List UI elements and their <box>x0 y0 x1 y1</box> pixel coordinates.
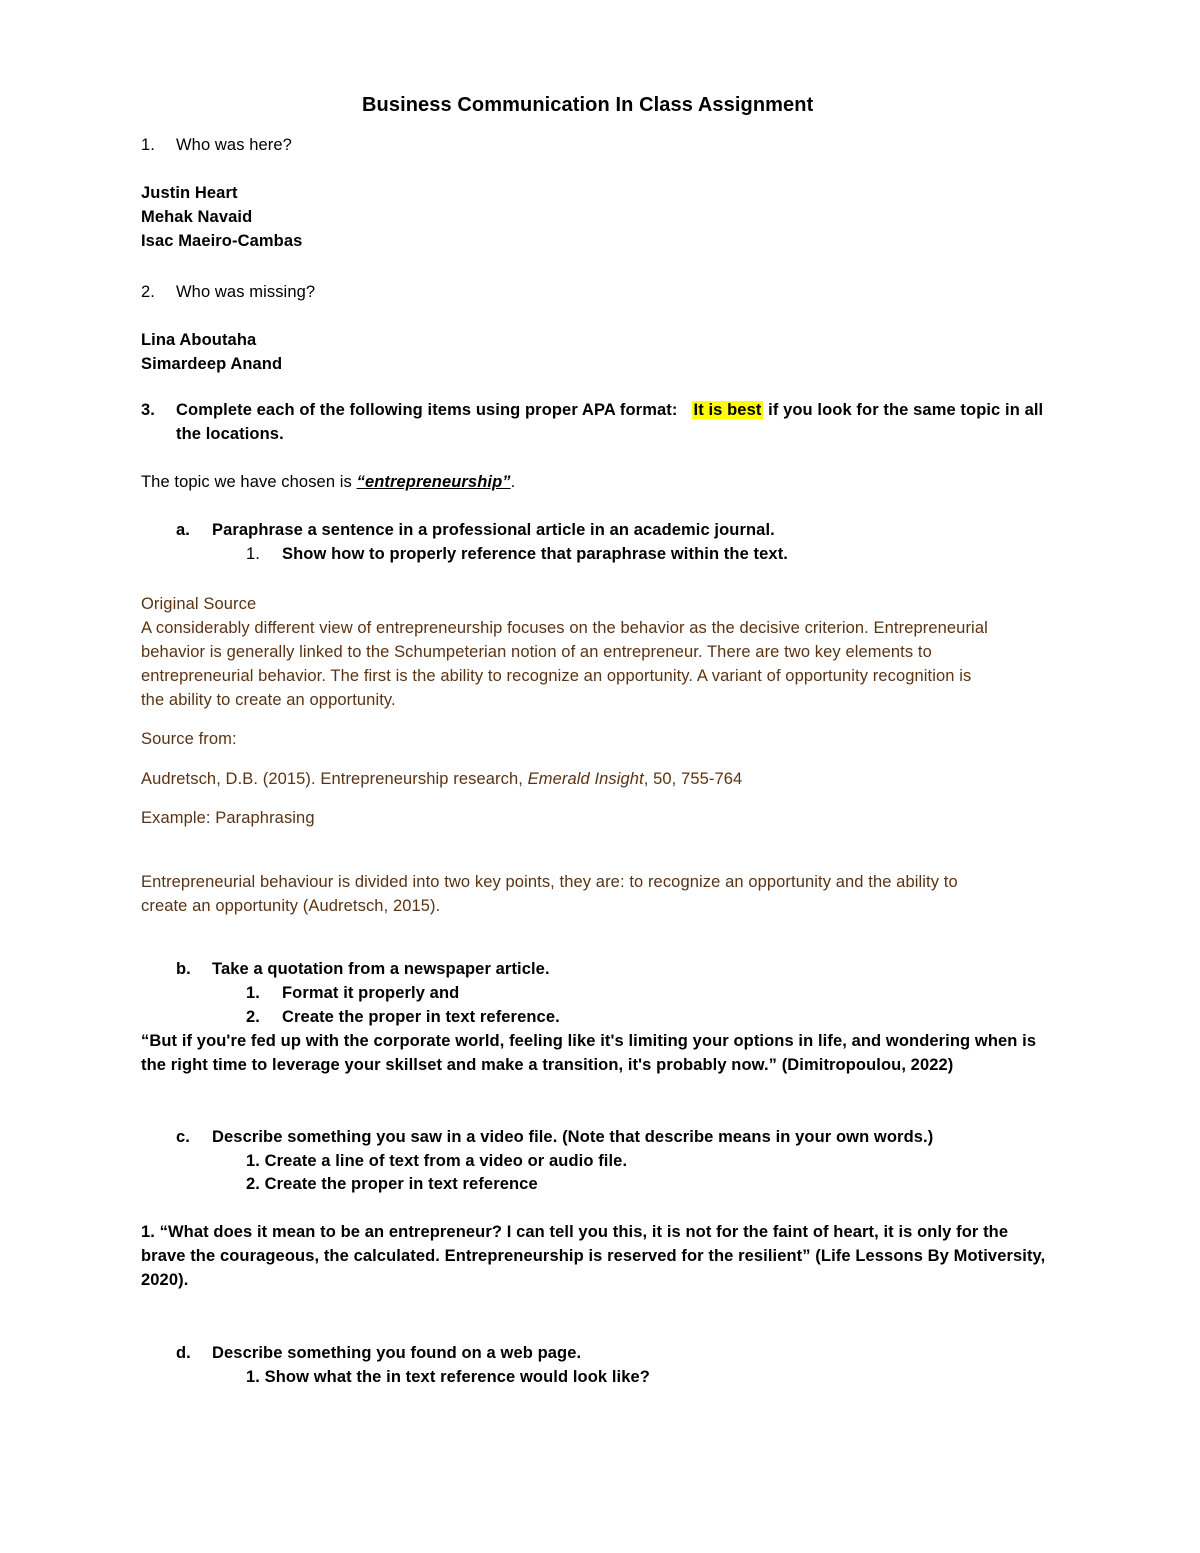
part-b-letter: b. <box>176 960 191 978</box>
source-from-label: Source from: <box>141 730 237 748</box>
part-b-sub2-number: 2. <box>246 1008 260 1026</box>
part-c-letter: c. <box>176 1128 190 1146</box>
missing-name: Simardeep Anand <box>141 355 283 373</box>
part-c-text: Describe something you saw in a video file. (Note that describe means in your own words.) <box>212 1128 934 1146</box>
part-c-sub1: 1. Create a line of text from a video or audio file. <box>246 1152 628 1170</box>
part-b-sub1-number: 1. <box>246 984 260 1002</box>
present-name: Isac Maeiro-Cambas <box>141 232 303 250</box>
apa-reference <box>141 768 742 790</box>
reference-part-a: Audretsch, D.B. (2015). Entrepreneurship research, <box>141 770 528 788</box>
q1-number: 1. <box>141 136 155 154</box>
present-name: Mehak Navaid <box>141 208 253 226</box>
video-quote-line: 2020). <box>141 1271 189 1289</box>
original-source-label: Original Source <box>141 595 257 613</box>
part-a-sub1: Show how to properly reference that paraphrase within the text. <box>282 545 788 563</box>
newspaper-quote-line: the right time to leverage your skillset and make a transition, it's probably now.” (Dimitropoulou, 2022) <box>141 1056 954 1074</box>
q3-highlight: It is best <box>693 401 762 419</box>
q3-number: 3. <box>141 401 155 419</box>
part-b-text: Take a quotation from a newspaper article. <box>212 960 550 978</box>
newspaper-quote-line: “But if you're fed up with the corporate world, feeling like it's limiting your options in life, and wondering when is <box>141 1032 1037 1050</box>
q3-text-continued: the locations. <box>176 425 284 443</box>
part-a-text: Paraphrase a sentence in a professional article in an academic journal. <box>212 521 775 539</box>
paraphrase-line: create an opportunity (Audretsch, 2015). <box>141 897 441 915</box>
original-source-line: the ability to create an opportunity. <box>141 691 396 709</box>
q1-text: Who was here? <box>176 136 292 154</box>
reference-part-b: , 50, 755-764 <box>643 770 743 788</box>
original-source-line: entrepreneurial behavior. The first is the ability to recognize an opportunity. A variant of opportunity recognition is <box>141 667 972 685</box>
reference-journal: Emerald Insight <box>527 770 644 788</box>
part-a-sub1-number: 1. <box>246 545 260 563</box>
q2-text: Who was missing? <box>176 283 316 301</box>
page-title: Business Communication In Class Assignment <box>362 94 814 116</box>
topic-word: “entrepreneurship” <box>356 473 511 491</box>
original-source-line: behavior is generally linked to the Schumpeterian notion of an entrepreneur. There are two key elements to <box>141 643 932 661</box>
video-quote-line: brave the courageous, the calculated. Entrepreneurship is reserved for the resilient” (Life Lessons By Motiversity, <box>141 1247 1046 1265</box>
video-quote-line: 1. “What does it mean to be an entrepreneur? I can tell you this, it is not for the faint of heart, it is only for the <box>141 1223 1009 1241</box>
q3-text-a: Complete each of the following items using proper APA format: <box>176 401 678 419</box>
q3-text <box>176 399 1043 421</box>
present-name: Justin Heart <box>141 184 238 202</box>
topic-line <box>141 471 515 493</box>
part-b-sub1: Format it properly and <box>282 984 460 1002</box>
part-b-sub2: Create the proper in text reference. <box>282 1008 560 1026</box>
topic-suffix: . <box>510 473 516 491</box>
missing-name: Lina Aboutaha <box>141 331 257 349</box>
part-c-sub2: 2. Create the proper in text reference <box>246 1175 538 1193</box>
part-a-letter: a. <box>176 521 190 539</box>
part-d-letter: d. <box>176 1344 191 1362</box>
part-d-text: Describe something you found on a web page. <box>212 1344 582 1362</box>
example-label: Example: Paraphrasing <box>141 809 315 827</box>
q2-number: 2. <box>141 283 155 301</box>
q3-text-b: if you look for the same topic in all <box>768 401 1044 419</box>
original-source-line: A considerably different view of entrepreneurship focuses on the behavior as the decisive criterion. Entrepreneurial <box>141 619 988 637</box>
topic-prefix: The topic we have chosen is <box>141 473 357 491</box>
part-d-sub1: 1. Show what the in text reference would look like? <box>246 1368 650 1386</box>
paraphrase-line: Entrepreneurial behaviour is divided into two key points, they are: to recognize an opportunity and the ability to <box>141 873 958 891</box>
